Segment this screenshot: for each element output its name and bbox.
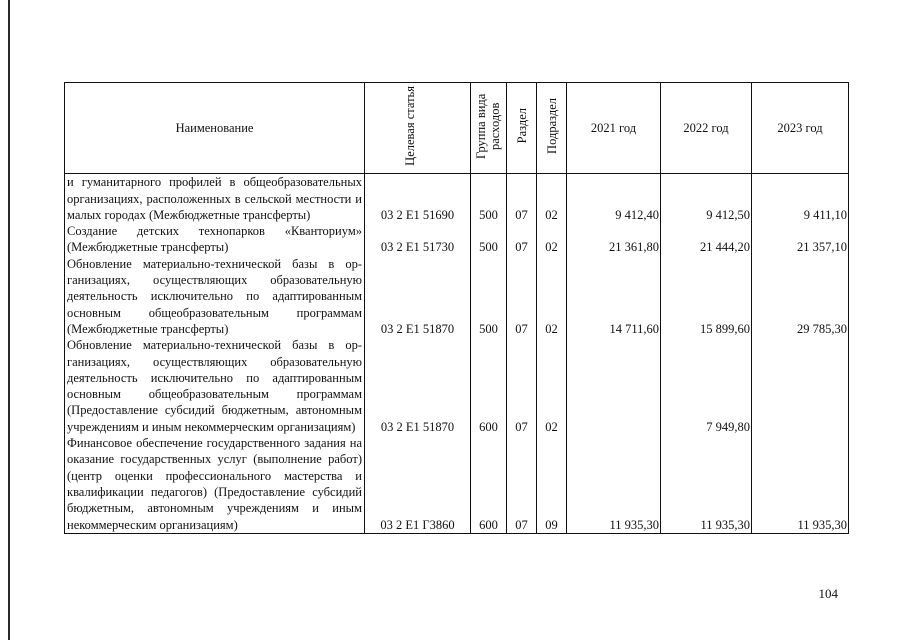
row-section: 07 (507, 174, 537, 223)
table-row (65, 435, 849, 533)
row-2023: 21 357,10 (752, 223, 849, 256)
row-subsection: 02 (537, 223, 567, 256)
row-2021 (567, 337, 661, 435)
row-name: и гуманитарного профилей в общеобразовательных организациях, расположенных в сельской местности и малых городах (Межбюджетные трансферты) (65, 174, 365, 223)
row-section: 07 (507, 256, 537, 337)
row-group: 600 (471, 337, 507, 435)
row-group: 600 (471, 435, 507, 533)
row-name: Финансовое обеспечение государственного задания на оказание государственных услуг (выполнение работ) (центр оценки профессионального мастерства и квалификации педагогов) (Предоставление субсидий бюджетным, автономным учреждениям и иным некоммерческим организациям) (65, 435, 365, 533)
row-2022: 11 935,30 (661, 435, 752, 533)
page-number: 104 (818, 586, 838, 601)
budget-table (64, 82, 849, 534)
row-section: 07 (507, 337, 537, 435)
row-2023: 9 411,10 (752, 174, 849, 223)
row-name: Обновление материально-технической базы в организациях, осуществляющих образовательную деятельность исключительно по адаптированным основным общеобразовательным программам (Межбюджетные трансферты) (65, 256, 365, 337)
row-2023 (752, 337, 849, 435)
row-2021: 21 361,80 (567, 223, 661, 256)
row-2022: 21 444,20 (661, 223, 752, 256)
row-section: 07 (507, 435, 537, 533)
table-row (65, 174, 849, 223)
header-expense-group: Группа вида расходов (471, 83, 507, 174)
row-article: 03 2 E1 Г3860 (365, 435, 471, 533)
row-2022: 9 412,50 (661, 174, 752, 223)
row-2021: 14 711,60 (567, 256, 661, 337)
table-row (65, 256, 849, 337)
header-2021: 2021 год (567, 83, 661, 174)
table-row (65, 337, 849, 435)
row-article: 03 2 E1 51870 (365, 337, 471, 435)
row-article: 03 2 E1 51690 (365, 174, 471, 223)
table-row (65, 223, 849, 256)
row-2021: 9 412,40 (567, 174, 661, 223)
header-name: Наименование (65, 83, 365, 174)
header-subsection: Подраздел (537, 83, 567, 174)
header-2023: 2023 год (752, 83, 849, 174)
row-subsection: 02 (537, 174, 567, 223)
row-article: 03 2 E1 51730 (365, 223, 471, 256)
row-subsection: 02 (537, 256, 567, 337)
row-2023: 29 785,30 (752, 256, 849, 337)
page-edge-line (8, 0, 10, 640)
row-2023: 11 935,30 (752, 435, 849, 533)
header-2022: 2022 год (661, 83, 752, 174)
row-2022: 15 899,60 (661, 256, 752, 337)
row-group: 500 (471, 256, 507, 337)
row-group: 500 (471, 174, 507, 223)
row-section: 07 (507, 223, 537, 256)
row-2021: 11 935,30 (567, 435, 661, 533)
row-subsection: 02 (537, 337, 567, 435)
table-header-row (65, 83, 849, 174)
row-article: 03 2 E1 51870 (365, 256, 471, 337)
row-name: Создание детских технопарков «Кванториум» (Межбюджетные трансферты) (65, 223, 365, 256)
row-name: Обновление материально-технической базы в организациях, осуществляющих образовательную деятельность исключительно по адаптированным основным общеобразовательным программам (Предоставление субсидий бюджетным, автономным учреждениям и иным некоммерческим организациям) (65, 337, 365, 435)
header-section: Раздел (507, 83, 537, 174)
header-target-article: Целевая статья (365, 83, 471, 174)
row-subsection: 09 (537, 435, 567, 533)
row-2022: 7 949,80 (661, 337, 752, 435)
row-group: 500 (471, 223, 507, 256)
